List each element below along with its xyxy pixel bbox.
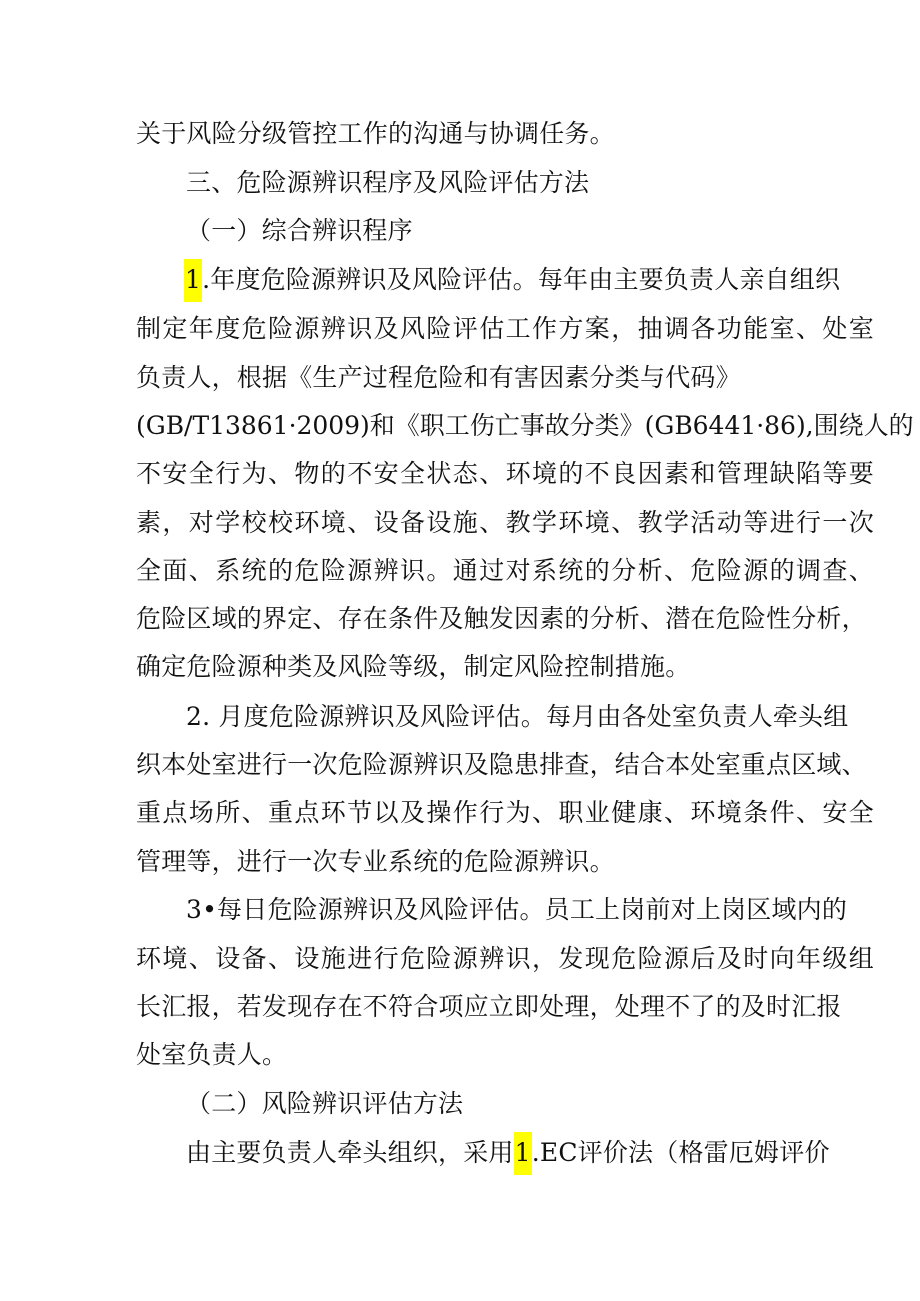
paragraph-line <box>136 748 867 782</box>
subsection-heading <box>186 214 413 248</box>
subheading-text: （二）风险辨识评估方法 <box>186 1089 464 1118</box>
paragraph-line <box>136 457 875 491</box>
paragraph-line <box>136 845 615 879</box>
paragraph-line <box>186 700 848 734</box>
line-text: 负责人，根据《生产过程危险和有害因素分类与代码》 <box>136 363 741 392</box>
line-text: 关于风险分级管控工作的沟通与协调任务。 <box>136 119 615 148</box>
highlighted-number: 1 <box>184 259 202 302</box>
paragraph-line <box>136 554 875 588</box>
line-text: .EC评价法（格雷厄姆评价 <box>531 1138 830 1167</box>
paragraph-line <box>136 796 875 830</box>
line-text: 不安全行为、物的不安全状态、环境的不良因素和管理缺陷等要 <box>136 459 876 488</box>
line-text: 素，对学校校环境、设备设施、教学环境、教学活动等进行一次 <box>136 508 876 537</box>
line-text: 织本处室进行一次危险源辨识及隐患排查，结合本处室重点区域、 <box>136 750 867 779</box>
paragraph-line <box>136 312 875 346</box>
line-text: 处室负责人。 <box>136 1040 288 1069</box>
line-text: (GB/T13861·2009)和《职工伤亡事故分类》(GB6441·86),围绕人的 <box>136 411 914 440</box>
line-text: 管理等，进行一次专业系统的危险源辨识。 <box>136 847 615 876</box>
line-text: 环境、设备、设施进行危险源辨识，发现危险源后及时向年级组 <box>136 944 876 973</box>
line-text: 制定年度危险源辨识及风险评估工作方案，抽调各功能室、处室 <box>136 314 876 343</box>
subheading-text: （一）综合辨识程序 <box>186 216 413 245</box>
paragraph-line <box>136 506 875 540</box>
paragraph-line <box>136 650 690 684</box>
line-text: 全面、系统的危险源辨识。通过对系统的分析、危险源的调查、 <box>136 556 876 585</box>
line-text: 2. 月度危险源辨识及风险评估。每月由各处室负责人牵头组 <box>186 702 849 731</box>
line-text: .年度危险源辨识及风险评估。每年由主要负责人亲自组织 <box>202 265 841 294</box>
paragraph-line <box>136 602 867 636</box>
section-heading <box>186 166 589 200</box>
paragraph-line <box>136 1038 287 1072</box>
paragraph-line <box>136 361 741 395</box>
line-text: 确定危险源种类及风险等级，制定风险控制措施。 <box>136 652 691 681</box>
paragraph-line <box>184 263 840 297</box>
heading-text: 三、危险源辨识程序及风险评估方法 <box>186 168 590 197</box>
subsection-heading <box>186 1087 463 1121</box>
line-text: 由主要负责人牵头组织，采用 <box>186 1138 514 1167</box>
paragraph-line <box>136 409 914 443</box>
paragraph-line <box>186 893 847 927</box>
line-text: 重点场所、重点环节以及操作行为、职业健康、环境条件、安全 <box>136 798 876 827</box>
paragraph-line <box>136 117 615 151</box>
paragraph-line <box>186 1136 830 1170</box>
highlighted-number: 1 <box>514 1132 532 1175</box>
line-text: 长汇报，若发现存在不符合项应立即处理，处理不了的及时汇报 <box>136 992 842 1021</box>
line-text: 3•每日危险源辨识及风险评估。员工上岗前对上岗区域内的 <box>186 895 848 924</box>
paragraph-line <box>136 942 875 976</box>
line-text: 危险区域的界定、存在条件及触发因素的分析、潜在危险性分析， <box>136 604 867 633</box>
paragraph-line <box>136 990 842 1024</box>
